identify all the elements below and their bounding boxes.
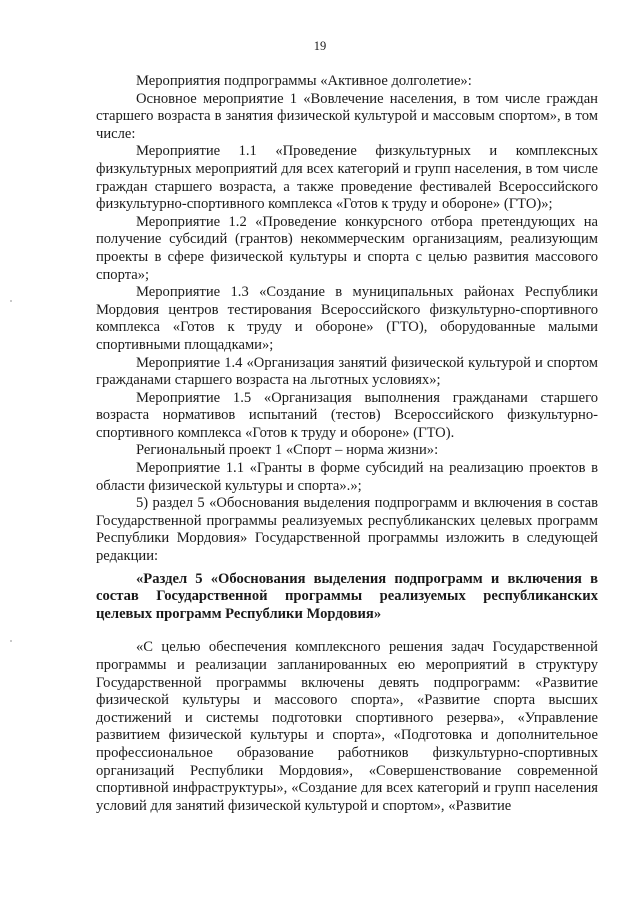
paragraph-event-1-4: Мероприятие 1.4 «Организация занятий физической культурой и спортом гражданами старшего возраста на льготных условиях»; [96, 354, 598, 389]
scan-artifact [10, 300, 12, 302]
paragraph-main-event-1: Основное мероприятие 1 «Вовлечение населения, в том числе граждан старшего возраста в занятия физической культурой и массовым спортом», в том числе: [96, 90, 598, 142]
scan-artifact [10, 640, 12, 642]
paragraph-subprogram-title: Мероприятия подпрограммы «Активное долголетие»: [136, 73, 472, 89]
paragraph-event-1-5: Мероприятие 1.5 «Организация выполнения гражданами старшего возраста нормативов испытаний (тестов) Всероссийского физкультурно-спортивного комплекса «Готов к труду и обороне» (ГТО). [96, 389, 598, 441]
paragraph-regional-project: Региональный проект 1 «Спорт – норма жизни»: [136, 442, 439, 459]
paragraph-regional-event-1-1: Мероприятие 1.1 «Гранты в форме субсидий на реализацию проектов в области физической культуры и спорта».»; [96, 460, 598, 494]
page-number: 19 [313, 39, 327, 53]
document-body [96, 73, 598, 815]
paragraph-event-1-1: Мероприятие 1.1 «Проведение физкультурных и комплексных физкультурных мероприятий для всех категорий и групп населения, в том числе граждан старшего возраста, а также проведение фестивалей Всероссийского физкультурно-спортивного комплекса «Готов к труду и обороне» (ГТО)»; [96, 143, 598, 213]
paragraph-section-5-intro: «С целью обеспечения комплексного решения задач Государственной программы и реализации запланированных ею мероприятий в структуру Государственной программы включены девять подпрограмм: «Развитие физической культуры и массового спорта», «Развитие спорта высших достижений и системы подготовки спортивного резерва», «Управление развитием физической культуры и спорта», «Подготовка и дополнительное профессиональное образование работников физкультурно-спортивных организаций Республики Мордовия», «Совершенствование современной спортивной инфраструктуры», «Создание для всех категорий и групп населения условий для занятий физической культурой и спортом», «Развитие [96, 639, 598, 814]
paragraph-section-5-amendment: 5) раздел 5 «Обоснования выделения подпрограмм и включения в состав Государственной программы реализуемых республиканских целевых программ Республики Мордовия» Государственной программы изложить в следующей редакции: [96, 495, 598, 565]
paragraph-event-1-3: Мероприятие 1.3 «Создание в муниципальных районах Республики Мордовия центров тестирования Всероссийского физкультурно-спортивного комплекса «Готов к труду и обороне» (ГТО), оборудованные малыми спортивными площадками»; [96, 284, 598, 353]
section-5-heading: «Раздел 5 «Обоснования выделения подпрограмм и включения в состав Государственной программы реализуемых республиканских целевых программ Республики Мордовия» [96, 570, 598, 622]
paragraph-event-1-2: Мероприятие 1.2 «Проведение конкурсного отбора претендующих на получение субсидий (грантов) некоммерческим организациям, реализующим проекты в сфере физической культуры и спорта с целью развития массового спорта»; [96, 213, 598, 283]
